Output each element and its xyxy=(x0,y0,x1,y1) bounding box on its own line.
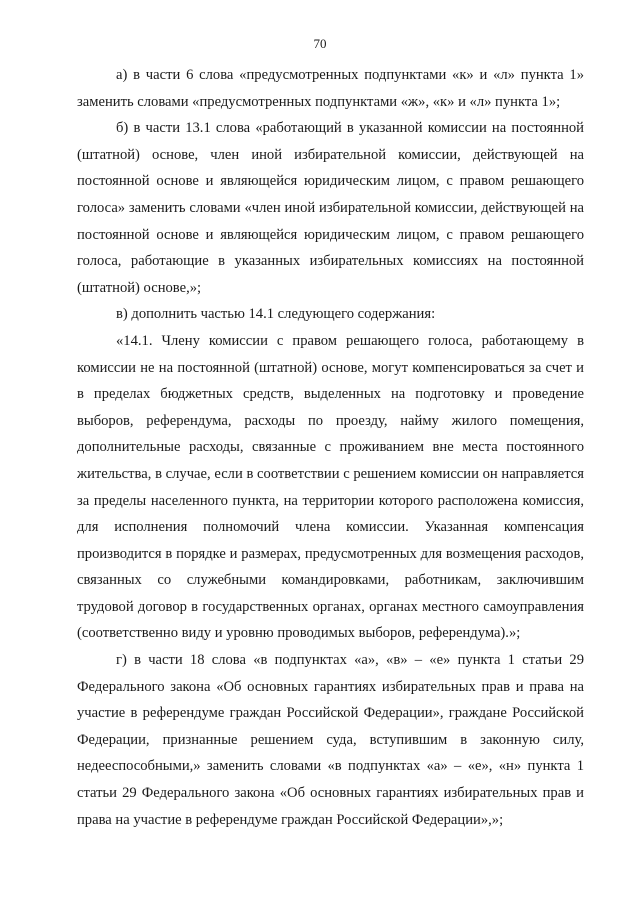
paragraph-b: б) в части 13.1 слова «работающий в указанной комиссии на постоянной (штатной) основе, член иной избирательной комиссии, действующей на постоянной основе и являющейся юридическим лицом, с правом решающего голоса» заменить словами «член иной избирательной комиссии, действующей на постоянной основе и являющейся юридическим лицом, с правом решающего голоса, работающие в указанных избирательных комиссиях на постоянной (штатной) основе,»; xyxy=(77,120,584,296)
paragraph-g: г) в части 18 слова «в подпунктах «а», «в» – «е» пункта 1 статьи 29 Федерального закона «Об основных гарантиях избирательных прав и права на участие в референдуме граждан Российской Федерации», граждане Российской Федерации, признанные решением суда, вступившим в законную силу, недееспособными,» заменить словами «в подпунктах «а» – «е», «н» пункта 1 статьи 29 Федерального закона «Об основных гарантиях избирательных прав и права на участие в референдуме граждан Российской Федерации»,»; xyxy=(77,652,584,828)
paragraph-a: а) в части 6 слова «предусмотренных подпунктами «к» и «л» пункта 1» заменить словами «предусмотренных подпунктами «ж», «к» и «л» пункта 1»; xyxy=(77,67,584,110)
paragraph-14-1: «14.1. Члену комиссии с правом решающего голоса, работающему в комиссии не на постоянной (штатной) основе, могут компенсироваться за счет и в пределах бюджетных средств, выделенных на подготовку и проведение выборов, референдума, расходы по проезду, найму жилого помещения, дополнительные расходы, связанные с проживанием вне места постоянного жительства, в случае, если в соответствии с решением комиссии он направляется за пределы населенного пункта, на территории которого расположена комиссия, для исполнения полномочий члена комиссии. Указанная компенсация производится в порядке и размерах, предусмотренных для возмещения расходов, связанных со служебными командировками, работникам, заключившим трудовой договор в государственных органах, органах местного самоуправления (соответственно виду и уровню проводимых выборов, референдума).»; xyxy=(77,332,584,642)
page-number: 70 xyxy=(313,36,327,51)
document-body xyxy=(77,62,584,833)
paragraph-v: в) дополнить частью 14.1 следующего содержания: xyxy=(116,306,436,323)
